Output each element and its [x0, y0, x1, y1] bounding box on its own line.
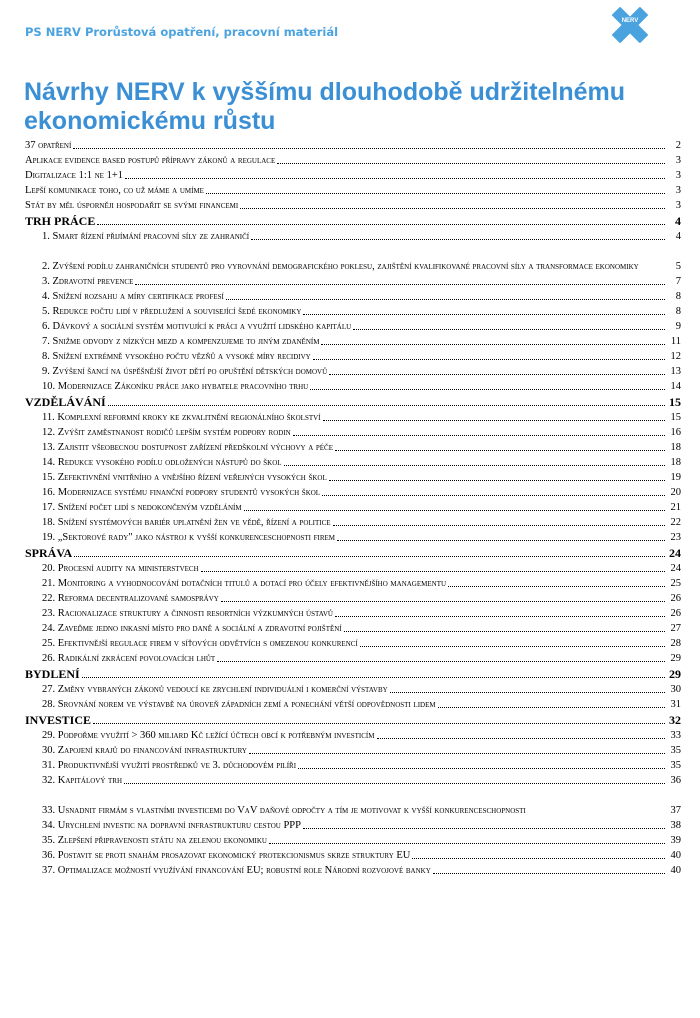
- toc-entry-label: 30. Zapojení krajů do financování infrastruktury: [42, 745, 247, 756]
- toc-entry[interactable]: [25, 500, 681, 515]
- toc-leader-dots: [293, 435, 665, 436]
- toc-entry[interactable]: [25, 848, 681, 863]
- toc-page-number: 24: [670, 563, 681, 574]
- toc-section-heading[interactable]: [25, 545, 681, 561]
- toc-entry-label: 6. Dávkový a sociální systém motivující k práci a využití lidského kapitálu: [42, 321, 352, 332]
- toc-page-number: 39: [670, 835, 681, 846]
- title-line-2: ekonomickému růstu: [24, 107, 276, 135]
- toc-leader-dots: [329, 480, 665, 481]
- toc-page-number: 37: [670, 805, 681, 816]
- toc-entry[interactable]: [25, 743, 681, 758]
- toc-leader-dots: [335, 450, 665, 451]
- toc-entry-label: 8. Snížení extrémně vysokého počtu vězňů a vysoké míry recidivy: [42, 351, 311, 362]
- toc-leader-dots: [298, 768, 665, 769]
- toc-leader-dots: [433, 873, 665, 874]
- toc-page-number: 9: [675, 321, 681, 332]
- toc-entry-label: 24. Zaveďme jedno inkasní místo pro daně a sociální a zdravotní pojištění: [42, 623, 342, 634]
- toc-leader-dots: [124, 783, 665, 784]
- toc-page-number: 40: [670, 865, 681, 876]
- toc-entry-label: 18. Snížení systémových bariér uplatnění žen ve vědě, řízení a politice: [42, 517, 331, 528]
- toc-page-number: 29: [670, 653, 681, 664]
- toc-entry-label: 5. Redukce počtu lidí v předlužení a související šedé ekonomiky: [42, 306, 302, 317]
- toc-entry[interactable]: [25, 274, 681, 289]
- toc-entry[interactable]: [25, 319, 681, 334]
- toc-leader-dots: [313, 359, 665, 360]
- toc-leader-dots: [303, 828, 665, 829]
- toc-entry-label: 22. Reforma decentralizované samosprávy: [42, 593, 219, 604]
- toc-entry[interactable]: [25, 485, 681, 500]
- toc-page-number: 3: [675, 200, 681, 211]
- toc-page-number: 18: [670, 457, 681, 468]
- toc-section-heading[interactable]: [25, 213, 681, 229]
- toc-entry[interactable]: [25, 289, 681, 304]
- toc-leader-dots: [277, 163, 665, 164]
- toc-page-number: 31: [670, 699, 681, 710]
- toc-leader-dots: [310, 389, 665, 390]
- toc-leader-dots: [333, 525, 665, 526]
- toc-page-number: 19: [670, 472, 681, 483]
- toc-page-number: 8: [675, 291, 681, 302]
- toc-entry-label: 37 opatření: [25, 140, 72, 151]
- toc-entry-label: 12. Zvýšit zaměstnanost rodičů lepším systém podpory rodin: [42, 427, 291, 438]
- toc-leader-dots: [377, 738, 666, 739]
- toc-page-number: 12: [670, 351, 681, 362]
- toc-entry[interactable]: [25, 153, 681, 168]
- toc-entry[interactable]: [25, 788, 681, 818]
- toc-entry-label: Lepší komunikace toho, co už máme a umíme: [25, 185, 204, 196]
- toc-entry-label: 17. Snížení počet lidí s nedokončeným vzděláním: [42, 502, 242, 513]
- toc-entry-label: 7. Snižme odvody z nízkých mezd a kompenzujeme to jiným zdaněním: [42, 336, 320, 347]
- toc-leader-dots: [82, 677, 665, 678]
- toc-leader-dots: [125, 178, 665, 179]
- toc-leader-dots: [217, 661, 665, 662]
- toc-leader-dots: [221, 601, 665, 602]
- toc-page-number: 3: [675, 185, 681, 196]
- toc-entry-label: 9. Zvýšení šancí na úspěšnější život dětí po opuštění dětských domovů: [42, 366, 328, 377]
- toc-entry-label: 23. Racionalizace struktury a činnosti resortních výzkumných ústavů: [42, 608, 333, 619]
- toc-entry[interactable]: [25, 591, 681, 606]
- toc-leader-dots: [321, 344, 665, 345]
- toc-page-number: 40: [670, 850, 681, 861]
- title-line-1: Návrhy NERV k vyššímu dlouhodobě udržitelnému: [24, 78, 626, 106]
- toc-leader-dots: [323, 420, 666, 421]
- toc-page-number: 7: [675, 276, 681, 287]
- toc-entry[interactable]: [25, 198, 681, 213]
- toc-leader-dots: [448, 586, 665, 587]
- toc-page-number: 38: [670, 820, 681, 831]
- nerv-logo: [610, 5, 650, 45]
- toc-section-heading[interactable]: [25, 666, 681, 682]
- toc-leader-dots: [206, 193, 665, 194]
- toc-entry-label: 32. Kapitálový trh: [42, 775, 123, 786]
- toc-entry[interactable]: [25, 168, 681, 183]
- toc-leader-dots: [135, 284, 665, 285]
- toc-page-number: 36: [670, 775, 681, 786]
- toc-entry[interactable]: [25, 606, 681, 621]
- toc-entry[interactable]: [25, 515, 681, 530]
- toc-page-number: 28: [670, 638, 681, 649]
- toc-leader-dots: [240, 208, 665, 209]
- toc-entry-label: 36. Postavit se proti snahám prosazovat ekonomický protekcionismus skrze struktury EU: [42, 850, 411, 861]
- toc-page-number: 27: [670, 623, 681, 634]
- toc-entry[interactable]: [25, 863, 681, 878]
- toc-page-number: 13: [670, 366, 681, 377]
- toc-leader-dots: [353, 329, 665, 330]
- toc-entry-label: 11. Komplexní reformní kroky ke zkvalitnění regionálního školství: [42, 412, 321, 423]
- toc-entry[interactable]: [25, 349, 681, 364]
- toc-page-number: 35: [670, 760, 681, 771]
- toc-entry-label: 3. Zdravotní prevence: [42, 276, 134, 287]
- toc-entry-label: 27. Změny vybraných zákonů vedoucí ke zrychlení individuální i komerční výstavby: [42, 684, 388, 695]
- toc-entry[interactable]: [25, 440, 681, 455]
- toc-page-number: 32: [669, 713, 681, 727]
- toc-page-number: 35: [670, 745, 681, 756]
- toc-entry-label: 14. Redukce vysokého podílu odložených nástupů do škol: [42, 457, 282, 468]
- toc-entry-label: Digitalizace 1:1 ne 1+1: [25, 170, 123, 181]
- toc-entry-label: 37. Optimalizace možností využívání financování EU; robustní role Národní rozvojové banky: [42, 865, 431, 876]
- document-title: [24, 78, 674, 136]
- toc-entry[interactable]: [25, 697, 681, 712]
- toc-page-number: 23: [670, 532, 681, 543]
- toc-entry[interactable]: [25, 138, 681, 153]
- toc-page-number: 30: [670, 684, 681, 695]
- toc-entry-label: 20. Procesní audity na ministerstvech: [42, 563, 199, 574]
- toc-entry[interactable]: [25, 576, 681, 591]
- toc-leader-dots: [412, 858, 665, 859]
- toc-page-number: 16: [670, 427, 681, 438]
- toc-entry[interactable]: [25, 379, 681, 394]
- toc-leader-dots: [322, 495, 665, 496]
- toc-page-number: 14: [670, 381, 681, 392]
- toc-entry[interactable]: [25, 773, 681, 788]
- toc-page-number: 26: [670, 608, 681, 619]
- toc-entry-label: INVESTICE: [25, 713, 92, 727]
- toc-entry-label: 28. Srovnání norem ve výstavbě na úroveň západních zemí a ponechání větší odpovědnosti lidem: [42, 699, 436, 710]
- toc-page-number: 24: [669, 546, 681, 560]
- toc-entry-label: 15. Zefektivnění vnitřního a vnějšího řízení veřejných vysokých škol: [42, 472, 327, 483]
- toc-entry[interactable]: [25, 682, 681, 697]
- toc-page-number: 25: [670, 578, 681, 589]
- toc-leader-dots: [244, 510, 665, 511]
- toc-entry-label: 4. Snížení rozsahu a míry certifikace profesí: [42, 291, 224, 302]
- toc-section-heading[interactable]: [25, 394, 681, 410]
- toc-leader-dots: [284, 465, 665, 466]
- toc-page-number: 3: [675, 170, 681, 181]
- toc-entry[interactable]: [25, 818, 681, 833]
- toc-entry-label: TRH PRÁCE: [25, 214, 96, 228]
- toc-leader-dots: [390, 692, 665, 693]
- toc-leader-dots: [438, 707, 665, 708]
- toc-entry[interactable]: [25, 651, 681, 666]
- toc-entry-label: 1. Smart řízení přijímání pracovní síly ze zahraničí: [42, 231, 250, 242]
- toc-entry[interactable]: [25, 304, 681, 319]
- logo-text: NERV: [621, 18, 639, 24]
- toc-entry[interactable]: [25, 530, 681, 545]
- toc-page-number: 22: [670, 517, 681, 528]
- toc-page-number: 4: [675, 214, 681, 228]
- toc-leader-dots: [97, 224, 665, 225]
- toc-entry[interactable]: [25, 561, 681, 576]
- toc-leader-dots: [249, 753, 665, 754]
- toc-leader-dots: [337, 540, 665, 541]
- toc-leader-dots: [226, 299, 665, 300]
- toc-entry[interactable]: [25, 833, 681, 848]
- toc-leader-dots: [73, 148, 665, 149]
- toc-page-number: 18: [670, 442, 681, 453]
- toc-page-number: 4: [675, 231, 681, 242]
- toc-leader-dots: [251, 239, 665, 240]
- table-of-contents: [25, 138, 681, 878]
- toc-page-number: 5: [675, 261, 681, 272]
- toc-entry-label: 31. Produktivnější využití prostředků ve 3. důchodovém pilíři: [42, 760, 297, 771]
- toc-entry-label: Stát by měl úsporněji hospodařit se svými financemi: [25, 200, 239, 211]
- toc-entry[interactable]: [25, 229, 681, 244]
- toc-page-number: 26: [670, 593, 681, 604]
- toc-entry-label: 35. Zlepšení připravenosti státu na zelenou ekonomiku: [42, 835, 267, 846]
- toc-entry[interactable]: [25, 758, 681, 773]
- toc-leader-dots: [74, 556, 665, 557]
- toc-leader-dots: [360, 646, 665, 647]
- toc-leader-dots: [108, 405, 665, 406]
- toc-entry-label: 33. Usnadnit firmám s vlastními investicemi do VaV daňové odpočty a tím je motivovat k vyšší konkurenceschopnosti: [42, 805, 526, 816]
- toc-entry[interactable]: [25, 244, 681, 274]
- header-label: PS NERV Prorůstová opatření, pracovní materiál: [25, 25, 339, 39]
- toc-leader-dots: [93, 723, 665, 724]
- toc-entry[interactable]: [25, 621, 681, 636]
- toc-entry[interactable]: [25, 728, 681, 743]
- toc-entry-label: 34. Urychlení investic na dopravní infrastrukturu cestou PPP: [42, 820, 301, 831]
- toc-entry[interactable]: [25, 425, 681, 440]
- toc-entry[interactable]: [25, 636, 681, 651]
- toc-entry[interactable]: [25, 364, 681, 379]
- toc-entry[interactable]: [25, 334, 681, 349]
- toc-page-number: 15: [670, 412, 681, 423]
- toc-page-number: 33: [670, 730, 681, 741]
- toc-entry-label: 29. Podpořme využití > 360 miliard Kč ležící účtech obcí k potřebným investicím: [42, 730, 375, 741]
- toc-entry-label: 25. Efektivnější regulace firem v síťových odvětvích s omezenou konkurencí: [42, 638, 358, 649]
- toc-entry[interactable]: [25, 410, 681, 425]
- toc-leader-dots: [201, 571, 665, 572]
- toc-leader-dots: [269, 843, 665, 844]
- toc-entry-label: SPRÁVA: [25, 546, 73, 560]
- toc-entry-label: 10. Modernizace Zákoníku práce jako hybatele pracovního trhu: [42, 381, 309, 392]
- toc-entry-label: 2. Zvýšení podílu zahraničních studentů pro vyrovnání demografického poklesu, zajištění kvalifikované pracovní síly a transformace ekonomiky: [42, 261, 639, 272]
- toc-page-number: 20: [670, 487, 681, 498]
- toc-page-number: 15: [669, 395, 681, 409]
- toc-entry-label: 19. „Sektorové rady" jako nástroj k vyšší konkurenceschopnosti firem: [42, 532, 336, 543]
- toc-page-number: 3: [675, 155, 681, 166]
- toc-entry-label: 21. Monitoring a vyhodnocování dotačních titulů a dotací pro účely efektivnějšího managementu: [42, 578, 447, 589]
- toc-entry[interactable]: [25, 183, 681, 198]
- toc-entry-label: 13. Zajistit všeobecnou dostupnost zařízení předškolní výchovy a péče: [42, 442, 333, 453]
- toc-page-number: 21: [670, 502, 681, 513]
- toc-page-number: 2: [675, 140, 681, 151]
- toc-entry[interactable]: [25, 455, 681, 470]
- toc-leader-dots: [335, 616, 665, 617]
- toc-page-number: 11: [670, 336, 681, 347]
- toc-entry-label: BYDLENÍ: [25, 667, 80, 681]
- toc-entry[interactable]: [25, 470, 681, 485]
- toc-entry-label: Aplikace evidence based postupů přípravy zákonů a regulace: [25, 155, 276, 166]
- toc-entry-label: 26. Radikální zkrácení povolovacích lhůt: [42, 653, 216, 664]
- toc-leader-dots: [344, 631, 665, 632]
- toc-entry-label: 16. Modernizace systému finanční podpory studentů vysokých škol: [42, 487, 321, 498]
- toc-leader-dots: [303, 314, 665, 315]
- toc-page-number: 29: [669, 667, 681, 681]
- toc-entry-label: VZDĚLÁVÁNÍ: [25, 395, 106, 409]
- toc-page-number: 8: [675, 306, 681, 317]
- toc-section-heading[interactable]: [25, 712, 681, 728]
- toc-leader-dots: [329, 374, 665, 375]
